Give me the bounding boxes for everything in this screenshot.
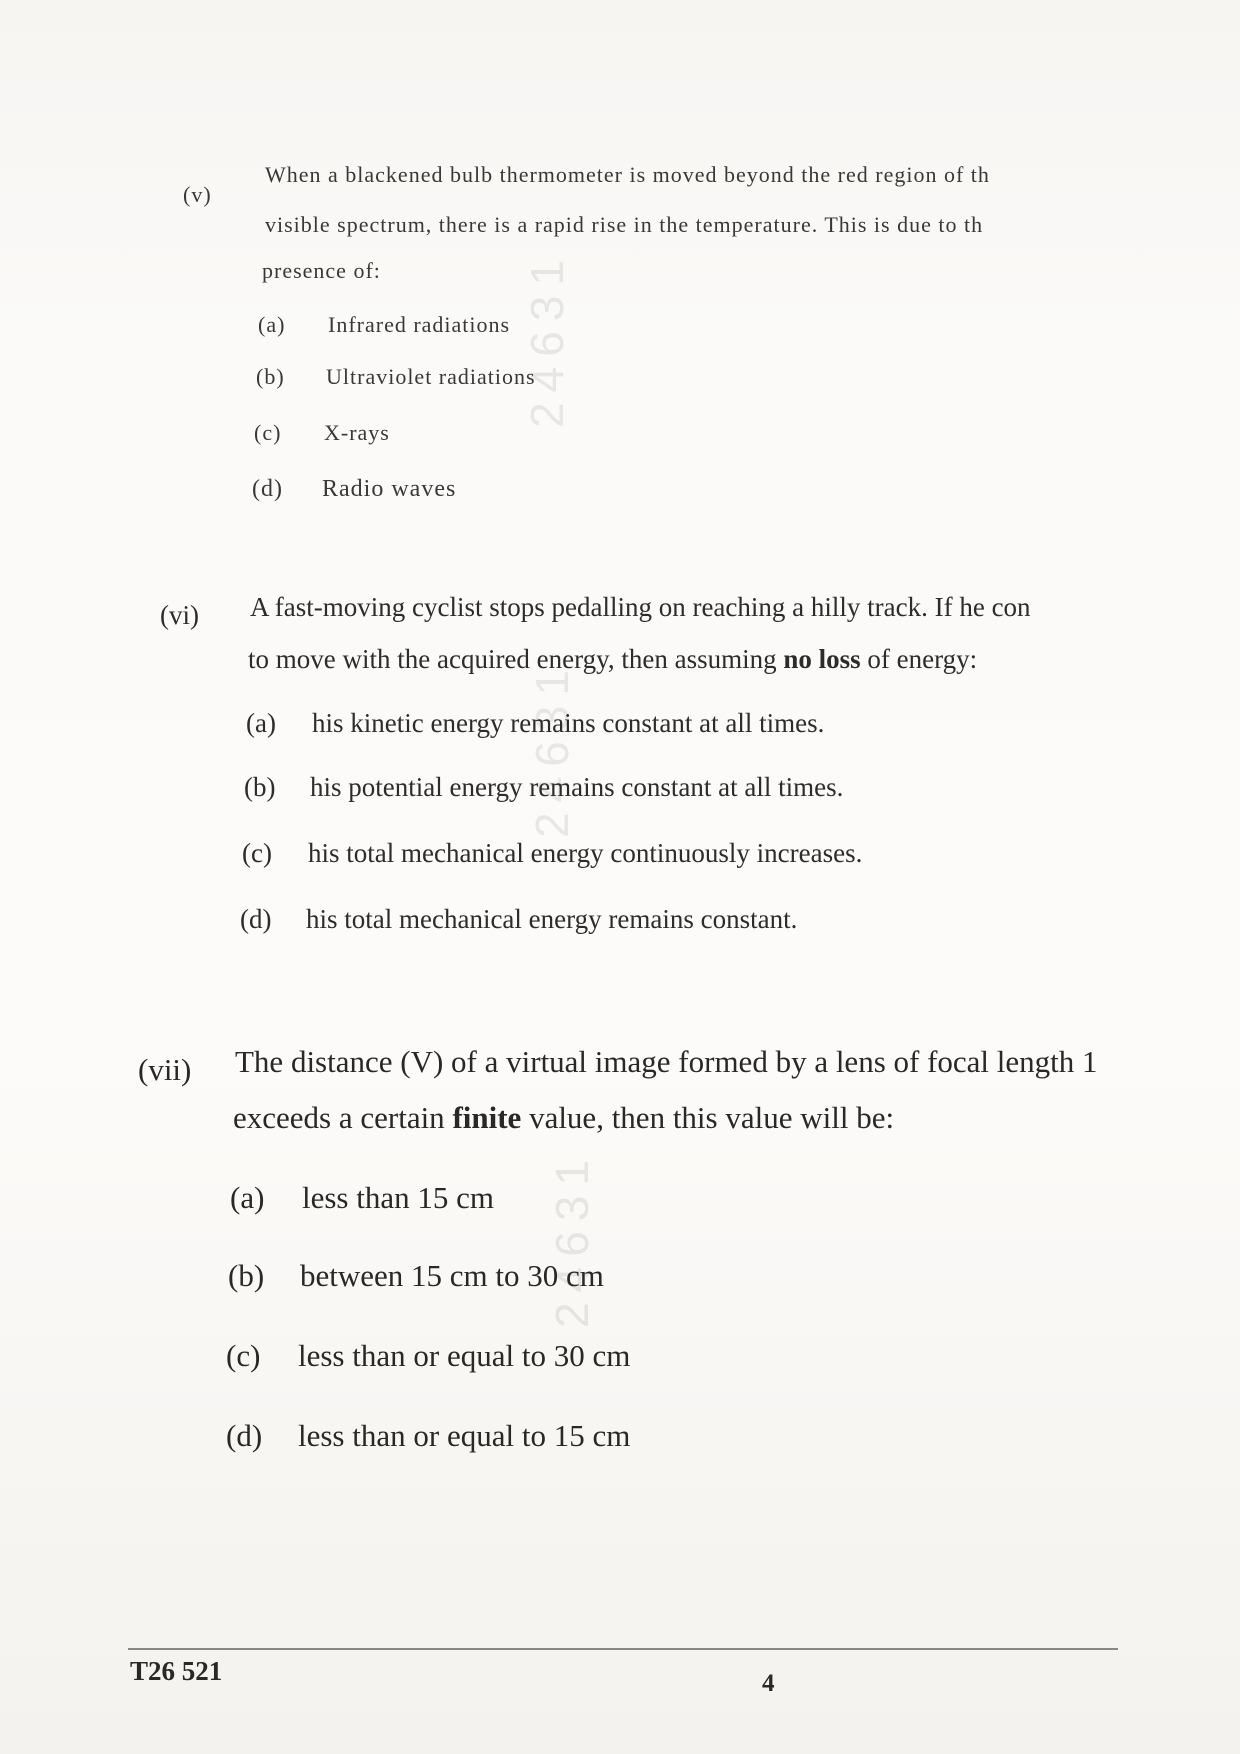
option-b [228, 1258, 604, 1294]
option-letter: (c) [226, 1338, 261, 1373]
option-letter: (d) [226, 1418, 263, 1453]
option-b [244, 772, 843, 803]
option-text: his kinetic energy remains constant at all times. [312, 708, 825, 738]
watermark: 24631 [521, 250, 573, 428]
page-number: 4 [762, 1670, 775, 1697]
option-text: his total mechanical energy continuously increases. [308, 838, 863, 868]
option-d [226, 1418, 630, 1454]
option-letter: (a) [258, 312, 286, 337]
question-text-line: presence of: [262, 258, 381, 283]
option-letter: (a) [246, 708, 276, 738]
option-letter: (b) [228, 1258, 265, 1293]
option-letter: (b) [256, 364, 285, 389]
option-b [256, 364, 536, 390]
footer-divider [128, 1648, 1118, 1650]
question-text-line: A fast-moving cyclist stops pedalling on reaching a hilly track. If he con [250, 592, 1031, 622]
question-number: (vii) [138, 1052, 192, 1087]
option-text: Infrared radiations [328, 312, 511, 337]
option-d [240, 904, 797, 935]
option-text: Ultraviolet radiations [326, 364, 536, 389]
option-text: less than or equal to 30 cm [298, 1338, 631, 1373]
option-d [252, 476, 456, 503]
question-text-line: The distance (V) of a virtual image formed by a lens of focal length 1 [235, 1044, 1098, 1079]
question-text-line: to move with the acquired energy, then assuming no loss of energy: [248, 644, 978, 674]
option-text: Radio waves [322, 476, 457, 502]
question-number: (vi) [160, 600, 199, 630]
option-a [246, 708, 824, 739]
option-c [242, 838, 862, 869]
question-text-line: When a blackened bulb thermometer is moved beyond the red region of th [265, 162, 990, 187]
option-letter: (b) [244, 772, 276, 802]
option-text: X-rays [324, 420, 390, 445]
question-text-line: exceeds a certain finite value, then this value will be: [233, 1100, 895, 1135]
option-c [226, 1338, 630, 1374]
paper-code: T26 521 [130, 1656, 223, 1686]
option-text: his potential energy remains constant at all times. [310, 772, 844, 802]
watermark: 24631 [546, 1150, 598, 1328]
option-letter: (c) [242, 838, 272, 868]
option-text: less than 15 cm [302, 1180, 494, 1215]
option-letter: (c) [254, 420, 282, 445]
question-number: (v) [183, 182, 212, 207]
watermark: 24631 [526, 660, 578, 838]
option-c [254, 420, 390, 446]
option-letter: (d) [240, 904, 272, 934]
option-text: between 15 cm to 30 cm [300, 1258, 604, 1293]
option-letter: (d) [252, 476, 283, 502]
option-text: less than or equal to 15 cm [298, 1418, 631, 1453]
option-letter: (a) [230, 1180, 265, 1215]
question-text-line: visible spectrum, there is a rapid rise in the temperature. This is due to th [265, 212, 984, 237]
option-a [230, 1180, 494, 1216]
option-a [258, 312, 510, 338]
option-text: his total mechanical energy remains constant. [306, 904, 798, 934]
